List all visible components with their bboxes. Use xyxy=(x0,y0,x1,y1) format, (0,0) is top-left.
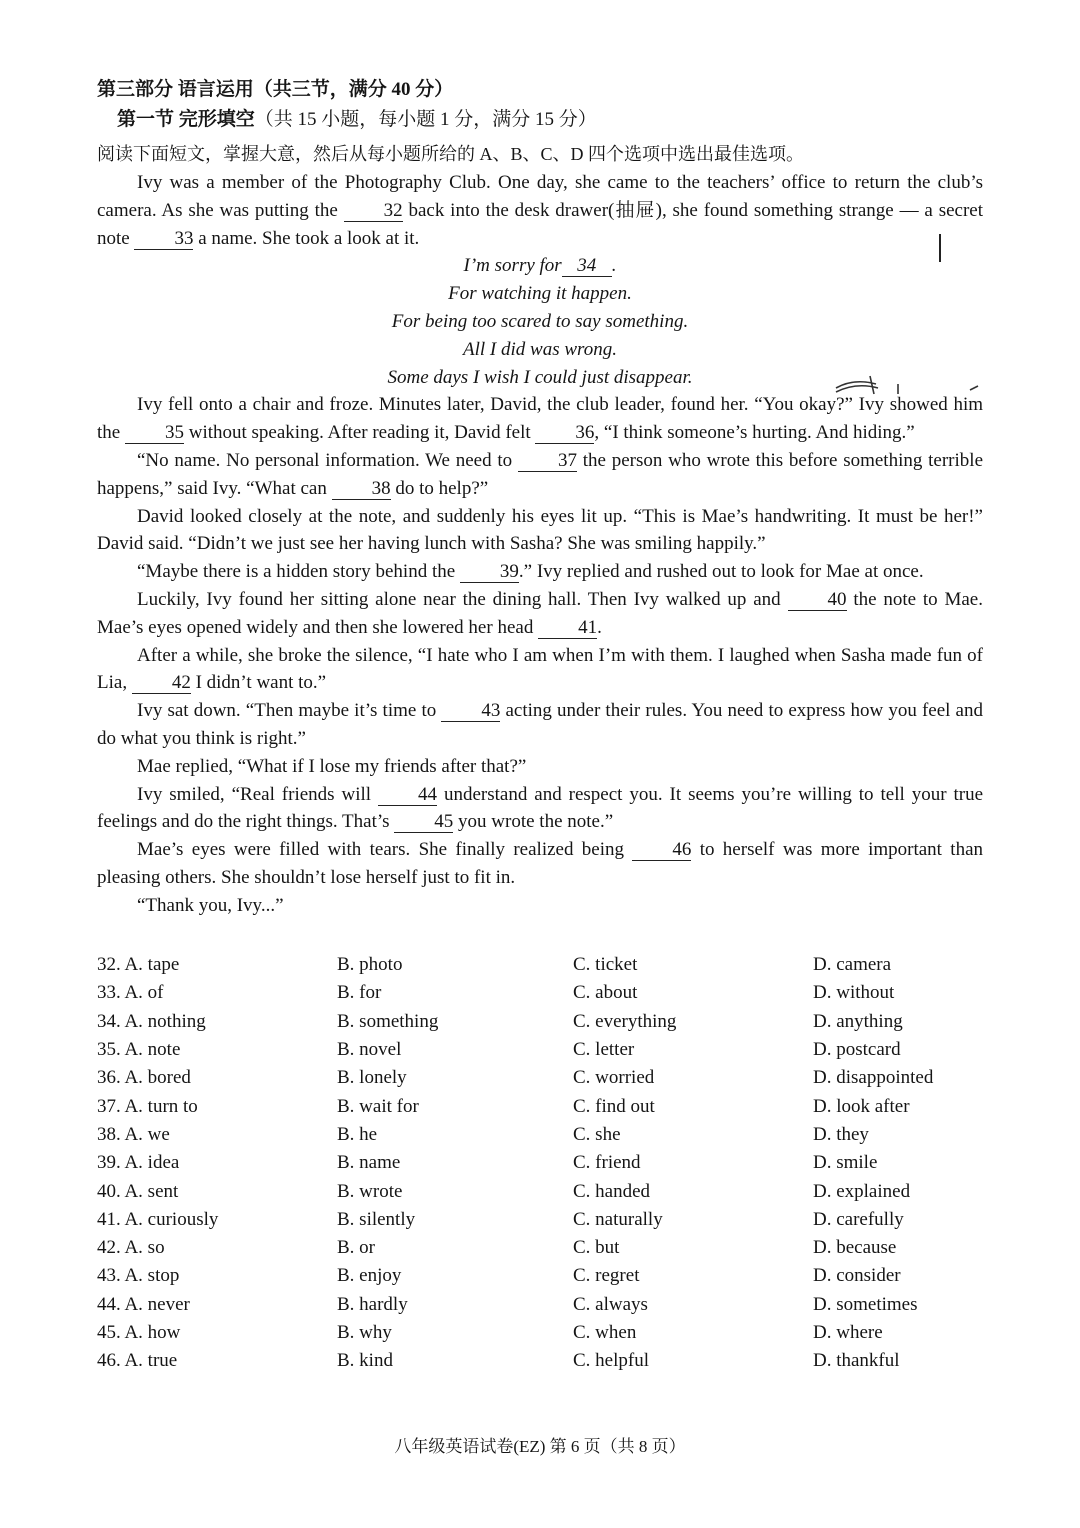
answer-blank: 33 xyxy=(134,229,193,250)
option-a: 34. A. nothing xyxy=(97,1010,206,1032)
paragraph xyxy=(97,391,983,447)
option-c: C. about xyxy=(573,982,638,1004)
option-b: B. lonely xyxy=(337,1067,407,1089)
option-row xyxy=(97,1008,1013,1036)
pen-scribble-icon xyxy=(830,368,990,398)
option-b: B. wait for xyxy=(337,1095,419,1117)
answer-blank: 34 xyxy=(562,256,612,277)
paragraph: David looked closely at the note, and suddenly his eyes lit up. “This is Mae’s handwriting. It must be her!” David said. “Didn’t we just see her having lunch with Sasha? She was smiling happily.” xyxy=(97,505,983,555)
option-a: 32. A. tape xyxy=(97,954,180,976)
note-poem-line: Some days I wish I could just disappear. xyxy=(387,366,693,388)
option-row xyxy=(97,1234,1013,1262)
poem-text: . xyxy=(611,255,617,277)
option-row xyxy=(97,1121,1013,1149)
paragraph: Mae replied, “What if I lose my friends after that?” xyxy=(137,755,527,777)
option-c: C. everything xyxy=(573,1010,677,1032)
paragraph xyxy=(97,836,983,892)
note-poem-line: For being too scared to say something. xyxy=(391,310,689,332)
answer-blank: 39 xyxy=(460,562,519,583)
option-c: C. helpful xyxy=(573,1350,649,1372)
option-b: B. hardly xyxy=(337,1293,408,1315)
option-c: C. but xyxy=(573,1237,620,1259)
passage-text: do to help?” xyxy=(390,477,489,499)
poem-text: I’m sorry for xyxy=(463,255,562,277)
option-c: C. when xyxy=(573,1322,637,1343)
instructions: 阅读下面短文，掌握大意，然后从每小题所给的 A、B、C、D 四个选项中选出最佳选项。 xyxy=(97,144,805,164)
option-row xyxy=(97,1092,1013,1120)
option-row xyxy=(97,951,1013,979)
note-poem-line xyxy=(97,252,983,280)
option-d: D. look after xyxy=(813,1095,910,1117)
answer-blank: 36 xyxy=(535,423,594,444)
passage-text: the note to Mae. Mae’s eyes opened widely and then she lowered her head xyxy=(97,588,983,638)
option-a: 42. A. so xyxy=(97,1237,165,1259)
option-row xyxy=(97,1064,1013,1092)
option-d: D. because xyxy=(813,1237,897,1259)
answer-blank: 46 xyxy=(632,840,691,861)
option-c: C. naturally xyxy=(573,1208,663,1230)
option-d: D. where xyxy=(813,1322,883,1343)
section-title: 第一节 完形填空 xyxy=(117,109,255,130)
answer-options-table xyxy=(97,951,1013,1375)
option-c: C. letter xyxy=(573,1039,635,1061)
option-a: 38. A. we xyxy=(97,1123,170,1145)
passage-text: , “I think someone’s hurting. And hiding.” xyxy=(594,422,915,444)
paragraph xyxy=(97,447,983,503)
option-b: B. kind xyxy=(337,1350,393,1372)
option-d: D. thankful xyxy=(813,1350,900,1372)
option-c: C. worried xyxy=(573,1067,655,1089)
section-note: （共 15 小题，每小题 1 分，满分 15 分） xyxy=(254,109,597,130)
option-c: C. find out xyxy=(573,1095,655,1117)
option-a: 33. A. of xyxy=(97,982,164,1004)
option-d: D. consider xyxy=(813,1265,901,1287)
option-d: D. postcard xyxy=(813,1039,901,1061)
passage-text: Ivy fell onto a chair and froze. Minutes later, David, the club leader, found her. “You okay?” Ivy showed him the xyxy=(97,394,983,444)
answer-blank: 42 xyxy=(132,673,191,694)
pen-mark-icon xyxy=(930,232,950,266)
option-a: 37. A. turn to xyxy=(97,1095,198,1117)
option-row xyxy=(97,1347,1013,1375)
answer-blank: 40 xyxy=(788,590,847,611)
option-b: B. why xyxy=(337,1322,392,1343)
option-row xyxy=(97,1036,1013,1064)
option-row xyxy=(97,1206,1013,1234)
option-a: 44. A. never xyxy=(97,1293,190,1315)
passage-text: Luckily, Ivy found her sitting alone near the dining hall. Then Ivy walked up and xyxy=(137,588,788,610)
option-c: C. she xyxy=(573,1123,621,1145)
option-b: B. enjoy xyxy=(337,1265,402,1287)
paragraph xyxy=(97,558,983,586)
option-d: D. camera xyxy=(813,954,892,976)
passage-text: back into the desk drawer(抽屉), she found something strange — a secret note xyxy=(97,199,983,249)
option-d: D. sometimes xyxy=(813,1293,918,1315)
option-d: D. disappointed xyxy=(813,1067,934,1089)
passage-text: acting under their rules. You need to express how you feel and do what you think is right.” xyxy=(97,700,983,749)
passage-text: a name. She took a look at it. xyxy=(193,227,420,249)
answer-blank: 44 xyxy=(378,785,437,806)
part-title: 第三部分 语言运用（共三节，满分 40 分） xyxy=(97,79,454,100)
paragraph xyxy=(97,169,983,252)
option-d: D. they xyxy=(813,1123,869,1145)
passage-text: Mae’s eyes were filled with tears. She finally realized being xyxy=(137,839,633,861)
option-c: C. always xyxy=(573,1293,648,1315)
option-c: C. friend xyxy=(573,1152,641,1174)
option-d: D. smile xyxy=(813,1152,878,1174)
answer-blank: 32 xyxy=(344,201,403,222)
paragraph xyxy=(97,697,983,753)
answer-blank: 35 xyxy=(125,423,184,444)
option-b: B. or xyxy=(337,1237,375,1259)
note-poem-line: For watching it happen. xyxy=(448,283,632,305)
option-a: 43. A. stop xyxy=(97,1265,180,1287)
option-row xyxy=(97,979,1013,1007)
option-d: D. carefully xyxy=(813,1208,904,1230)
answer-blank: 38 xyxy=(332,479,391,500)
passage-text: “No name. No personal information. We need to xyxy=(137,449,518,471)
answer-blank: 45 xyxy=(394,812,453,833)
passage-text: I didn’t want to.” xyxy=(190,672,327,694)
option-a: 39. A. idea xyxy=(97,1152,180,1174)
passage-text: Ivy sat down. “Then maybe it’s time to xyxy=(137,700,442,722)
note-poem-line: All I did was wrong. xyxy=(463,338,617,360)
option-row xyxy=(97,1319,1013,1347)
option-a: 40. A. sent xyxy=(97,1180,179,1202)
option-b: B. he xyxy=(337,1123,378,1145)
option-b: B. silently xyxy=(337,1208,416,1230)
paragraph xyxy=(97,642,983,698)
option-b: B. something xyxy=(337,1010,439,1032)
option-d: D. explained xyxy=(813,1180,911,1202)
passage-text: to herself was more important than pleasing others. She shouldn’t lose herself just to fit in. xyxy=(97,839,983,888)
answer-blank: 37 xyxy=(518,451,577,472)
passage-text: you wrote the note.” xyxy=(453,811,614,833)
answer-blank: 43 xyxy=(441,701,500,722)
cloze-passage xyxy=(97,169,983,920)
option-d: D. without xyxy=(813,982,895,1004)
answer-blank: 41 xyxy=(538,618,597,639)
passage-text: understand and respect you. It seems you’re willing to tell your true feelings and do the right things. That’s xyxy=(97,783,984,833)
paragraph: “Thank you, Ivy...” xyxy=(137,894,284,916)
option-a: 35. A. note xyxy=(97,1039,181,1061)
option-b: B. name xyxy=(337,1152,401,1174)
option-b: B. wrote xyxy=(337,1180,403,1202)
section-title-line xyxy=(117,104,597,131)
option-b: B. photo xyxy=(337,954,403,976)
option-row xyxy=(97,1262,1013,1290)
passage-text: the person who wrote this before something terrible happens,” said Ivy. “What can xyxy=(97,449,983,499)
paragraph xyxy=(97,586,983,642)
passage-text: “Maybe there is a hidden story behind the xyxy=(137,561,460,583)
option-a: 45. A. how xyxy=(97,1322,181,1343)
option-c: C. regret xyxy=(573,1265,640,1287)
option-row xyxy=(97,1149,1013,1177)
option-d: D. anything xyxy=(813,1010,903,1032)
option-row xyxy=(97,1291,1013,1319)
option-b: B. novel xyxy=(337,1039,402,1061)
passage-text: . xyxy=(597,616,602,638)
option-a: 46. A. true xyxy=(97,1350,178,1372)
page-footer: 八年级英语试卷(EZ) 第 6 页（共 8 页） xyxy=(394,1437,686,1456)
passage-text: Ivy smiled, “Real friends will xyxy=(137,783,379,805)
passage-text: After a while, she broke the silence, “I hate who I am when I’m with them. I laughed when Sasha made fun of Lia, xyxy=(97,644,983,694)
option-row xyxy=(97,1177,1013,1205)
passage-text: Ivy was a member of the Photography Club. One day, she came to the teachers’ office to return the club’s camera. As she was putting the xyxy=(97,172,983,221)
passage-text: without speaking. After reading it, David felt xyxy=(183,422,536,444)
option-a: 36. A. bored xyxy=(97,1067,191,1089)
option-b: B. for xyxy=(337,982,382,1004)
passage-text: .” Ivy replied and rushed out to look for Mae at once. xyxy=(518,561,924,583)
option-a: 41. A. curiously xyxy=(97,1208,219,1230)
option-c: C. ticket xyxy=(573,954,638,976)
paragraph xyxy=(97,781,983,837)
option-c: C. handed xyxy=(573,1180,651,1202)
